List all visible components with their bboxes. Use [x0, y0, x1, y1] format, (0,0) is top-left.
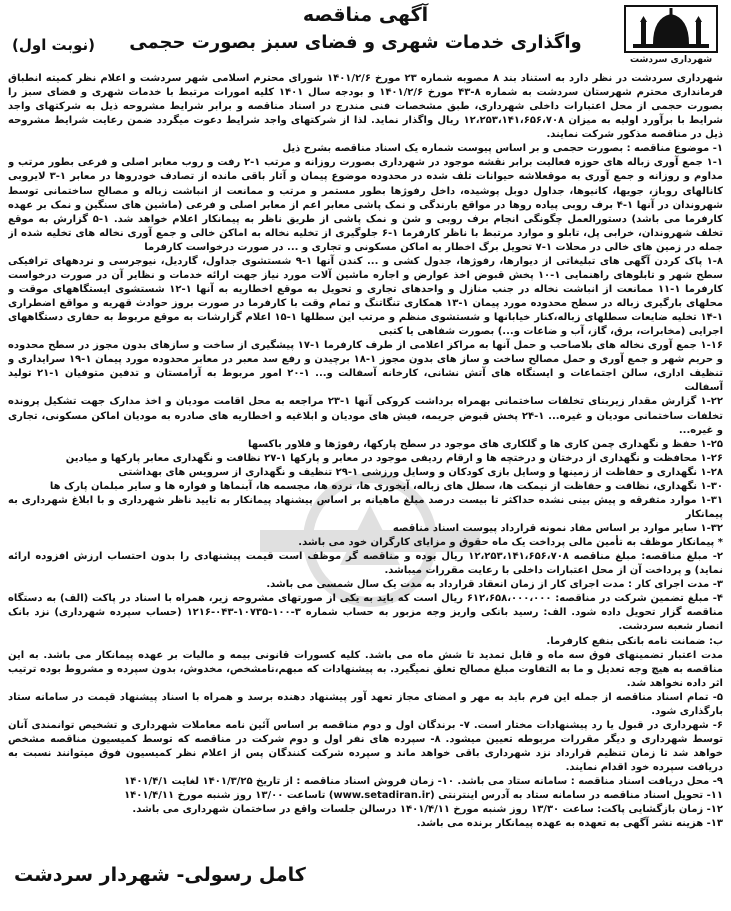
contract-duration: ۳- مدت اجرای کار : مدت اجرای کار از زمان انعقاد قرارداد به مدت یک سال شمسی می باشد. — [266, 579, 723, 591]
tender-amount: ۲- مبلغ مناقصه: مبلغ مناقصه ۱۲،۲۵۳،۱۴۱،۶۵۶،۷۰۸ ریال بوده و مناقصه گر موظف است قیمت پیشنهادی را بدون احتساب ارزش افزوده ارائه نماید) و پرداخت آن از محل اعتبارات داخلی با رعایت مقررات میباشد. — [8, 551, 723, 577]
guarantee-validity: مدت اعتبار تضمینهای فوق سه ماه و قابل تمدید تا شش ماه می باشد. کلیه کسورات قانونی بیمه و مالیات بر عهده پیمانکار می باشد. به این مناقصه به هیچ وجه تعدیل و ما به التفاوت مبلغ مصالح تعلق نمیگیرد. به پیشنهادات که مبهم،نامشخص، مخدوش، بدون سپرده و مشروط بوده ترتیب اثر داده نخواهد شد. — [8, 649, 723, 689]
scope-items-26-27: ۱-۲۶ محافظت و نگهداری از درختان و درختچه ها و ارقام ردیفی موجود در معابر و پارکها ۱-۲۷ نظافت و نگهداری معابر پارکها و میادین — [65, 452, 723, 464]
clause-5: ۵- تمام اسناد مناقصه از جمله این فرم باید به مهر و امضای مجاز تعهد آور پیشنهاد دهنده برسد و همراه با اسناد پیشنهاد قیمت در سامانه ستاد بارگذاری شود. — [8, 691, 723, 717]
scope-items-16-21: ۱-۱۶ جمع آوری نخاله های بلاصاحب و حمل آنها به مراکز اعلامی از طرف کارفرما ۱-۱۷ پیشگیری از ساخت و سازهای بدون مجوز در سطح محدوده و حریم شهر و جمع آوری و حمل مصالح ساخت و ساز های بدون مجوز ۱-۱۸ برچیدن و رفع سد معبر در معابر محدوده مورد پیمان ۱-۱۹ سرایداری و تنظیف اداری، سالن اجتماعات و ایستگاه های آتش نشانی، کارخانه آسفالت و... ۱-۲۰ امور مربوط به آرامستان و تدفین متوفیان ۱-۲۱ تولید آسفالت — [8, 340, 723, 394]
scope-item-30: ۱-۳۰ نگهداری، نظافت و حفاظت از نیمکت ها، سطل های زباله، آبخوری ها، نرده ها، مجسمه ها، آبنماها و فواره ها و سایر مبلمان پارک ها — [49, 480, 723, 492]
notice-header — [0, 0, 731, 72]
mosque-dome-icon — [623, 4, 719, 54]
tender-subject: ۱- موضوع مناقصه : بصورت حجمی و بر اساس پیوست شماره یک اسناد مناقصه بشرح ذیل — [282, 143, 723, 155]
bank-guarantee: ب: ضمانت نامه بانکی بنفع کارفرما. — [546, 635, 723, 647]
guarantee-amount: ۴- مبلغ تضمین شرکت در مناقصه: ۶۱۲،۶۵۸،۰۰۰،۰۰۰ ریال است که باید به یکی از صورتهای مشروحه زیر، همراه با اسناد در پاکت (الف) به دستگاه مناقصه گزار تحویل داده شود. الف: رسید بانکی واریز وجه مزبور به حساب شماره ۳-۱۰۰-۱۰۷۳۵-۰۴۳-۱۲۱۶ (حساب سپرده شهرداری) نزد بانک انصار شعبه سردشت. — [8, 593, 723, 633]
intro-paragraph: شهرداری سردشت در نظر دارد به استناد بند ۸ مصوبه شماره ۲۳ مورخ ۱۴۰۱/۲/۶ شورای محترم اسلامی شهر سردشت و اعلام نظر کمیته انطباق فرمانداری محترم شهرستان سردشت به شماره ۸-۴۳ مورخ ۱۴۰۱/۲/۶ و بودجه سال ۱۴۰۱ کلیه امورات مرتبط با خدمات شهری و فضای سبز را بصورت حجمی از محل اعتبارات داخلی شهرداری، طبق مشخصات فنی مندرج در اسناد مناقصه و برابر شرایط مشروحه ذیل به شرکتهای واجد شرایط با برآورد اولیه به میزان ۱۲،۲۵۳،۱۴۱،۶۵۶،۷۰۸ ریال واگذار نماید. لذا از شرکتهای واجد شرایط دعوت میگردد ضمن رعایت شرایط مشروحه ذیل در مناقصه مذکور شرکت نمایند. — [8, 73, 723, 141]
scope-item-31: ۱-۳۱ موارد متفرقه و پیش بینی نشده حداکثر تا بیست درصد مبلغ ماهیانه بر اساس پیشنهاد پیمانکار به تایید ناظر شهرداری و با ابلاغ شهرداری به پیمانکار — [8, 494, 723, 520]
municipality-logo — [619, 4, 723, 68]
publication-turn-label: (نوبت اول) — [12, 36, 95, 54]
notice-body — [8, 72, 723, 842]
scope-items-28-29: ۱-۲۸ نگهداری و حفاظت از زمینها و وسایل بازی کودکان و وسایل ورزشی ۱-۲۹ تنظیف و نگهداری از سرویس های بهداشتی — [118, 466, 723, 478]
mayor-signature: کامل رسولی- شهردار سردشت — [14, 864, 306, 886]
notice-subtitle: واگذاری خدمات شهری و فضای سبز بصورت حجمی — [129, 32, 582, 53]
clause-12: ۱۲- زمان بازگشایی پاکت: ساعت ۱۳/۳۰ روز شنبه مورخ ۱۴۰۱/۴/۱۱ درسالن جلسات واقع در ساختمان شهرداری می باشد. — [132, 804, 723, 816]
notice-title: آگهی مناقصه — [302, 4, 429, 26]
scope-items-8-15: ۱-۸ پاک کردن آگهی های تبلیغاتی از دیوارها، رفوژها، جدول کشی و ... کندن آنها ۱-۹ شستشوی جداول، گاردیل، نیوجرسی و نردههای ترافیکی سطح شهر و تابلوهای راهنمایی ۱-۱۰ پخش قبوض اخذ عوارض و اجاره ماشین آلات مورد نیاز جهت ارائه خدمات و نظایر آن در صورت درخواست کارفرما ۱-۱۱ ممانعت از انباشت نخاله در جنب منازل و واحدهای تجاری و تحویل به موقع اخطاریه به آنها ۱-۱۲ شستشوی ایستگاههای موقت و محلهای بارگیری زباله در سطح محدوده مورد پیمان ۱-۱۳ همکاری تنگاتنگ و تمام وقت با کارفرما در صورت بروز حوادث قهریه و مواقع اضطراری ۱-۱۴ تخلیه ضایعات سطلهای زباله،کنار خیابانها و شستشوی منظم و مرتب این سطلها ۱-۱۵ اعلام گزارشات به موقع مربوط به حفاری دستگاههای اجرایی (مخابرات، برق، گاز، آب و ضاعات و...) بصورت شفاهی یا کتبی — [8, 255, 723, 338]
clauses-6-8: ۶- شهرداری در قبول یا رد پیشنهادات مختار است. ۷- برندگان اول و دوم مناقصه بر اساس آئین نامه معاملات شهرداری و تشخیص توانمندی آنان توسط شهرداری و دیگر مقررات مربوطه تعیین میشود. ۸- سپرده های نفر اول و دوم شرکت در مناقصه که توسط کمیسیون مناقصه مشخص خواهد شد تا زمان تنظیم قرارداد نزد شهرداری باقی خواهد ماند و سپرده شرکت کنندگان پس از اعلام نظر کمیسیون فوق میتوانند نسبت به دریافت سپرده خود اقدام نمایند. — [8, 719, 723, 774]
scope-items-22-24: ۱-۲۲ گزارش مقدار زیربنای تخلفات ساختمانی بهمراه برداشت کروکی آنها ۱-۲۳ مراجعه به محل اقامت مودیان و اخذ مدارک جهت تشکیل پرونده تخلفات ساختمانی مودیان و غیره... ۱-۲۴ پخش قبوض جریمه، فیش های مودیان و ابلاغیه و اخطاریه های صادره به مودیان اماکن مسکونی، تجاری و غیره... — [8, 396, 723, 436]
clause-11: ۱۱- تحویل اسناد مناقصه در سامانه ستاد به آدرس اینترنتی (www.setadiran.ir) تاساعت ۱۳/۰۰ روز شنبه مورخ ۱۴۰۱/۴/۱۱ — [124, 790, 723, 802]
contractor-note: * پیمانکار موظف به تأمین مالی پرداخت یک ماه حقوق و مزایای کارگران خود می باشد. — [298, 537, 723, 549]
logo-caption: شهرداری سردشت — [629, 55, 713, 65]
clauses-9-10: ۹- محل دریافت اسناد مناقصه : سامانه ستاد می باشد. ۱۰- زمان فروش اسناد مناقصه : از تاریخ ۱۴۰۱/۳/۲۵ لغایت ۱۴۰۱/۴/۱ — [124, 776, 723, 788]
scope-item-25: ۱-۲۵ حفظ و نگهداری چمن کاری ها و گلکاری های موجود در سطح پارکها، رفوژها و فلاور باکسها — [247, 438, 723, 450]
scope-items-1-7: ۱-۱ جمع آوری زباله های حوزه فعالیت برابر نقشه موجود در شهرداری بصورت روزانه و مرتب ۱-۲ رفت و روب معابر اصلی و فرعی بطور مرتب و مداوم و روزانه و جمع آوری به موقعلاشه حیوانات تلف شده در محدوده موضوع پیمان و آثار باقی مانده از تصادف خودروها در معابر ۱-۳ لایروبی کانالهای روباز، جویها، کانیوها، جداول دوبل پوشیده، داخل رفوژها بطور مستمر و مرتب و ممانعت از انباشت زباله و مصالح ساختمانی توسط شهروندان در آنها ۱-۴ برف روبی پیاده روها در مواقع بارندگی و نمک پاشی معابر اعم از معابر اصلی و فرعی (ماشین های سنگین و نمک بر عهده کارفرما می باشد) دستورالعمل چگونگی انجام برف روبی و شن و نمک پاشی از طریق ناظر به پیمانکار اعلام خواهد شد. ۱-۵ گزارش به موقع تخلف شهروندان، خرابی پل، تابلو و موارد مرتبط با ناظر کارفرما ۱-۶ جلوگیری از تخلیه نخاله به اماکن خالی و جمع آوری نخاله های تخلیه شده از جمله در زمین های خالی در محلات ۱-۷ تحویل برگ اخطار به اماکن مسکونی و تجاری و ... در صورت درخواست کارفرما — [8, 157, 723, 253]
scope-item-32: ۱-۳۲ سایر موارد بر اساس مفاد نمونه قرارداد پیوست اسناد مناقصه — [392, 523, 723, 534]
clause-13: ۱۳- هزینه نشر آگهی به تعهده به عهده پیمانکار برنده می باشد. — [416, 818, 723, 830]
